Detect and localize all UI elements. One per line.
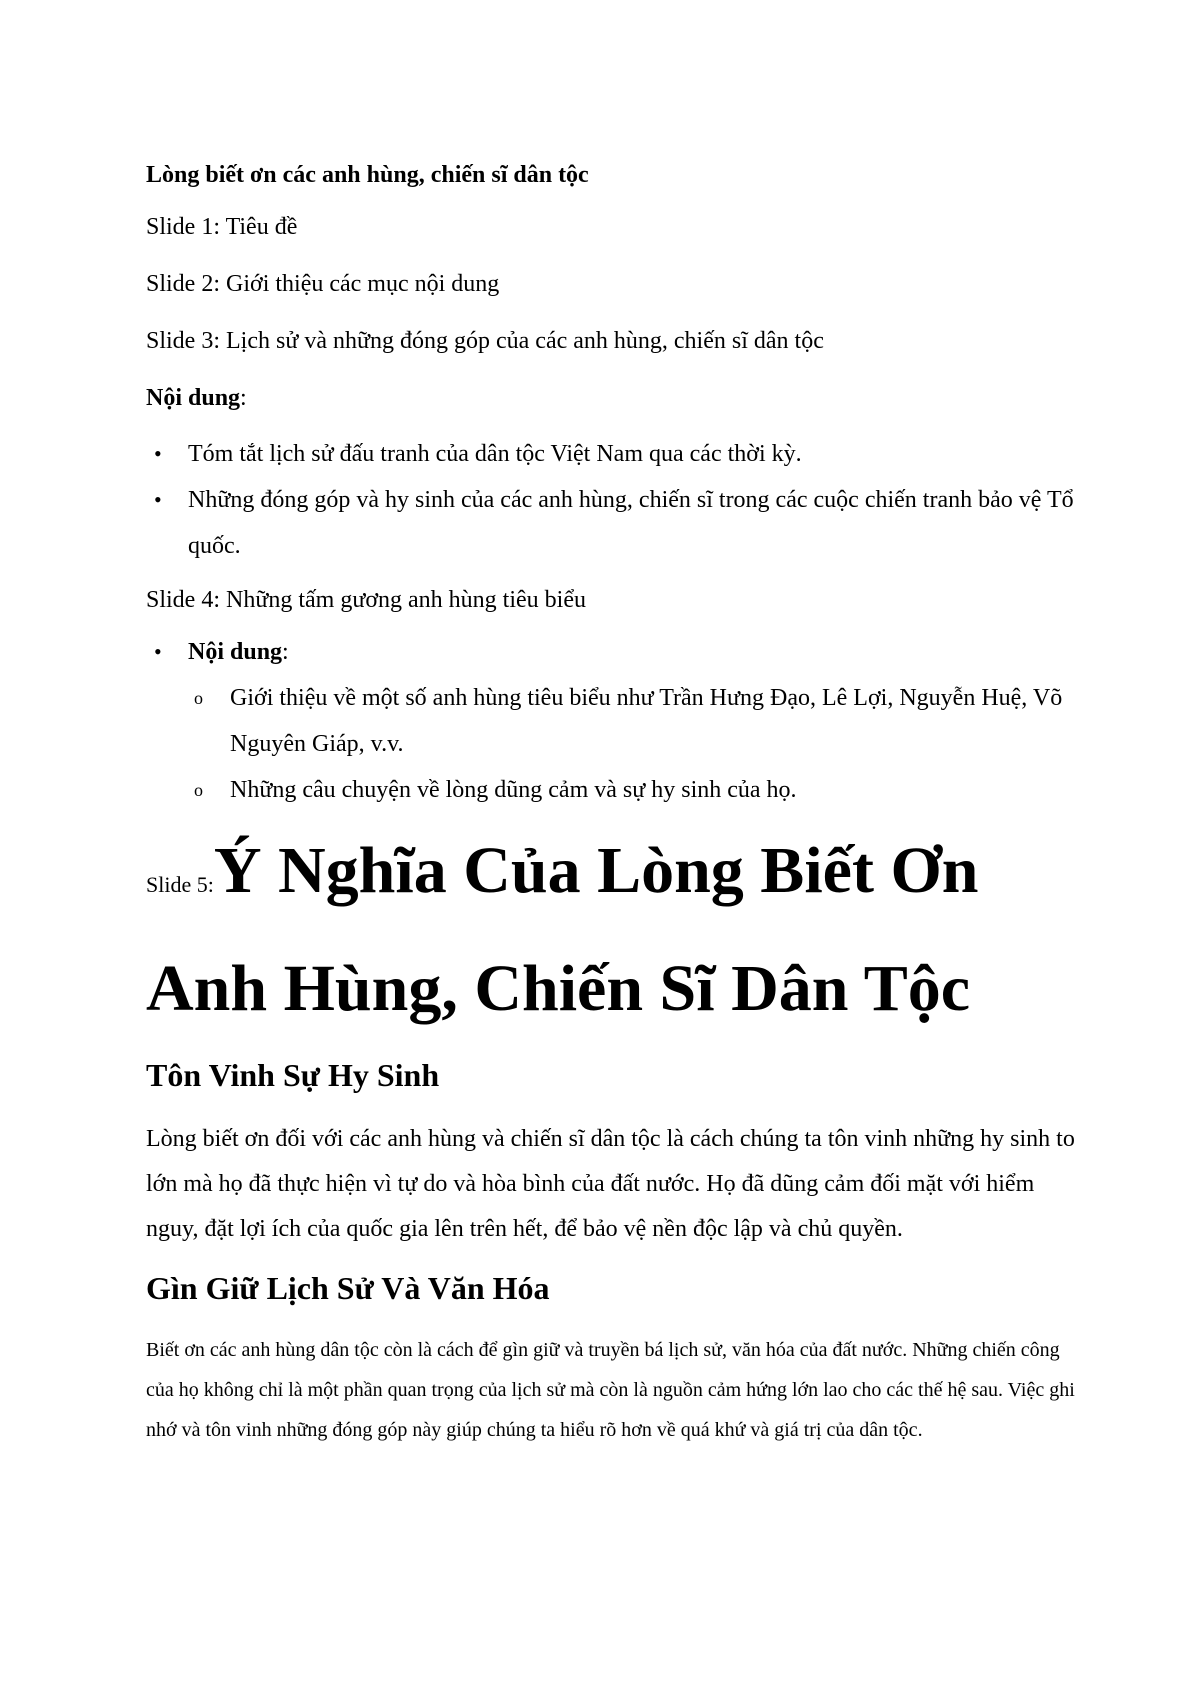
slide-4-bullet-list: [146, 629, 1100, 813]
circle-bullet-icon: o: [194, 688, 203, 708]
circle-bullet-icon: o: [194, 780, 203, 800]
bullet-icon: •: [154, 441, 162, 466]
section-heading: Gìn Giữ Lịch Sử Và Văn Hóa: [146, 1270, 550, 1306]
section-body: Biết ơn các anh hùng dân tộc còn là cách để gìn giữ và truyền bá lịch sử, văn hóa của đất nước. Những chiến công của họ không chỉ là một phần quan trọng của lịch sử mà còn là nguồn cảm hứng lớn lao cho các thế hệ sau. Việc ghi nhớ và tôn vinh những đóng góp này giúp chúng ta hiểu rõ hơn về quá khứ và giá trị của dân tộc.: [146, 1339, 1075, 1441]
list-item: [146, 431, 1100, 477]
sub-list-item: [188, 767, 1100, 813]
sub-list-item-text: Những câu chuyện về lòng dũng cảm và sự hy sinh của họ.: [230, 777, 797, 803]
slide-3-line: Slide 3: Lịch sử và những đóng góp của các anh hùng, chiến sĩ dân tộc: [146, 328, 824, 354]
document-title: Lòng biết ơn các anh hùng, chiến sĩ dân tộc: [146, 162, 589, 188]
slide-5-prefix: Slide 5:: [146, 872, 214, 897]
list-item: [146, 629, 1100, 813]
sub-list-item: [188, 675, 1100, 767]
content-label-colon: :: [240, 385, 247, 411]
slide-4-sub-list: [188, 675, 1100, 813]
list-item: [146, 477, 1100, 569]
slide-1-line: Slide 1: Tiêu đề: [146, 214, 298, 240]
slide-2-line: Slide 2: Giới thiệu các mục nội dung: [146, 271, 500, 297]
section-heading: Tôn Vinh Sự Hy Sinh: [146, 1057, 440, 1093]
list-item-text: Tóm tắt lịch sử đấu tranh của dân tộc Việt Nam qua các thời kỳ.: [188, 441, 802, 467]
section-body: Lòng biết ơn đối với các anh hùng và chiến sĩ dân tộc là cách chúng ta tôn vinh những hy sinh to lớn mà họ đã thực hiện vì tự do và hòa bình của đất nước. Họ đã dũng cảm đối mặt với hiểm nguy, đặt lợi ích của quốc gia lên trên hết, để bảo vệ nền độc lập và chủ quyền.: [146, 1126, 1075, 1242]
content-label-text: Nội dung: [146, 385, 241, 411]
list-item-text: Những đóng góp và hy sinh của các anh hùng, chiến sĩ trong các cuộc chiến tranh bảo vệ Tổ quốc.: [188, 487, 1074, 559]
slide-5-heading: [146, 819, 1100, 1041]
content-label-colon: :: [282, 639, 289, 665]
bullet-icon: •: [154, 639, 162, 664]
content-label-text: Nội dung: [188, 639, 283, 665]
slide-4-line: Slide 4: Những tấm gương anh hùng tiêu biểu: [146, 587, 586, 613]
slide-5-title: Ý Nghĩa Của Lòng Biết Ơn Anh Hùng, Chiến Sĩ Dân Tộc: [146, 834, 979, 1025]
slide-3-bullet-list: [146, 431, 1100, 569]
bullet-icon: •: [154, 487, 162, 512]
slide-3-content-label: [146, 383, 1100, 413]
sub-list-item-text: Giới thiệu về một số anh hùng tiêu biểu như Trần Hưng Đạo, Lê Lợi, Nguyễn Huệ, Võ Nguyên Giáp, v.v.: [230, 685, 1063, 757]
